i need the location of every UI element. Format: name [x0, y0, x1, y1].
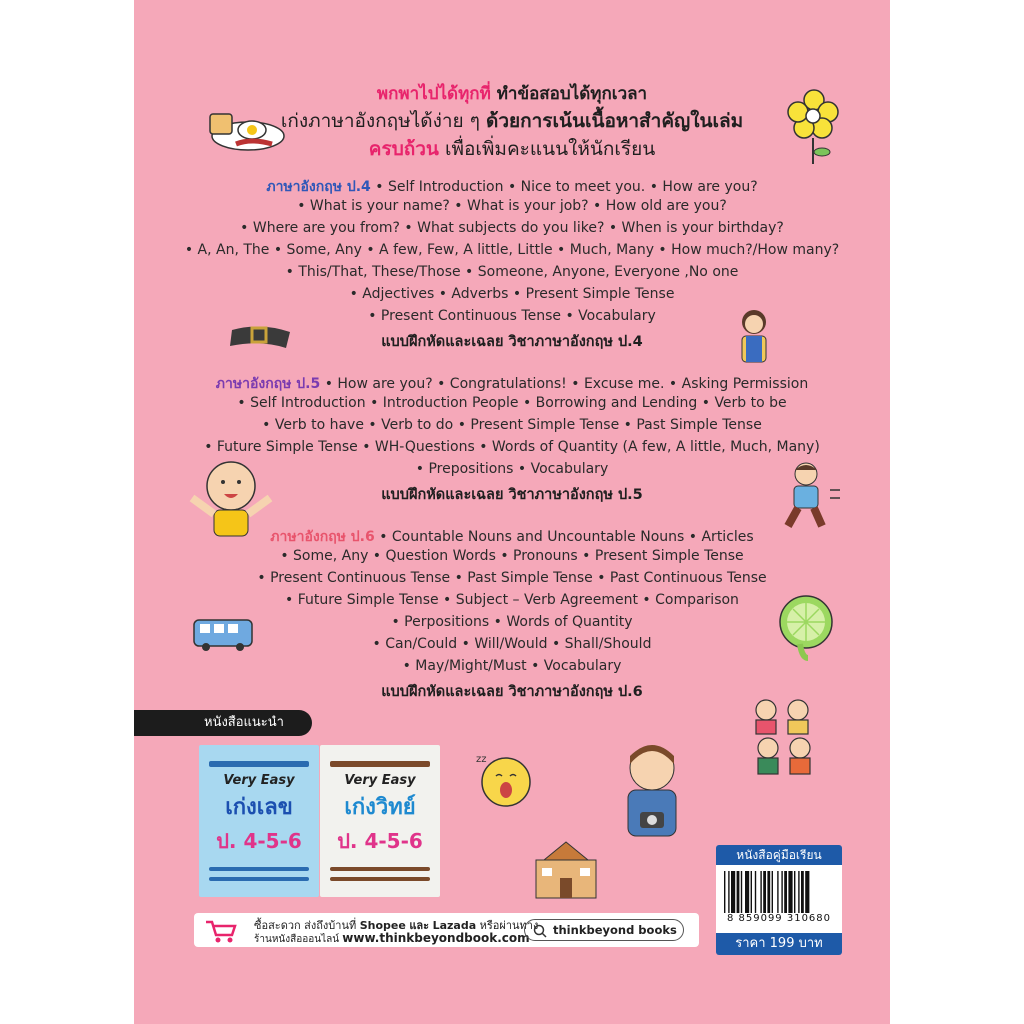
barcode-bars [716, 867, 842, 915]
shopee-label: Shopee [359, 919, 406, 932]
p5-line-2: • Verb to have • Verb to do • Present Simple Tense • Past Simple Tense [262, 417, 762, 433]
barcode-bar [801, 871, 804, 913]
headline-1-text: ทำข้อสอบได้ทุกเวลา [496, 84, 648, 104]
p6-line-1: • Some, Any • Question Words • Pronouns • Present Simple Tense [280, 548, 744, 564]
book-title: เก่งเลข [225, 795, 293, 820]
search-box[interactable] [524, 919, 684, 941]
belt-illustration [226, 318, 296, 358]
barcode-bar [737, 871, 740, 913]
book-very-easy: Very Easy [223, 773, 295, 788]
p6-title: ภาษาอังกฤษ ป.6 [270, 529, 375, 545]
barcode-bar [784, 871, 787, 913]
breakfast-plate-illustration [206, 104, 286, 154]
book-grade: ป. 4-5-6 [216, 829, 302, 853]
barcode-bar [794, 871, 795, 913]
barcode-bar [763, 871, 766, 913]
flower-illustration [784, 86, 844, 166]
p4-line-6: • Present Continuous Tense • Vocabulary [368, 308, 656, 324]
shop-text: ซื้อสะดวก ส่งถึงบ้านที่ [254, 919, 357, 932]
p5-workbook: แบบฝึกหัดและเฉลย วิชาภาษาอังกฤษ ป.5 [381, 487, 643, 503]
p4-title: ภาษาอังกฤษ ป.4 [266, 179, 371, 195]
book-stripe [209, 877, 309, 881]
p6-workbook: แบบฝึกหัดและเฉลย วิชาภาษาอังกฤษ ป.6 [381, 684, 643, 700]
barcode-bar [798, 871, 799, 913]
recommend-tab: หนังสือแนะนำ [134, 710, 312, 736]
barcode-number: 8 859099 310680 [726, 913, 832, 924]
p5-line-0 [134, 373, 890, 395]
barcode-bar [741, 871, 742, 913]
barcode-bar [805, 871, 809, 913]
p4-line-5: • Adjectives • Adverbs • Present Simple Tense [349, 286, 675, 302]
barcode-bar [728, 871, 729, 913]
barcode-bar [755, 871, 756, 913]
p6-text-0: • Countable Nouns and Uncountable Nouns • Articles [379, 529, 754, 545]
recommended-book-science[interactable] [320, 745, 440, 897]
p4-workbook: แบบฝึกหัดและเฉลย วิชาภาษาอังกฤษ ป.4 [381, 334, 643, 350]
book-grade: ป. 4-5-6 [337, 829, 423, 853]
school-building-illustration [534, 838, 598, 900]
price-label: ราคา 199 บาท [716, 933, 842, 955]
barcode-bar [751, 871, 752, 913]
p5-text-0: • How are you? • Congratulations! • Excuse me. • Asking Permission [324, 376, 809, 392]
barcode-header: หนังสือคู่มือเรียน [716, 845, 842, 865]
traveler-camera-illustration [612, 738, 692, 838]
shop-text-2: หรือผ่านทาง [479, 919, 539, 932]
and-label: และ [409, 919, 430, 932]
shop-line-2 [254, 931, 530, 947]
barcode-bar [760, 871, 761, 913]
running-boy-illustration [774, 460, 844, 532]
lime-illustration [774, 592, 838, 662]
headline-1 [134, 80, 890, 107]
book-stripe [209, 867, 309, 871]
p4-line-2: • Where are you from? • What subjects do you like? • When is your birthday? [240, 220, 784, 236]
shop-banner [194, 913, 699, 947]
book-stripe [330, 867, 430, 871]
yawning-emoji-illustration [474, 748, 538, 812]
shop-online-label: ร้านหนังสือออนไลน์ [254, 934, 340, 945]
book-title: เก่งวิทย์ [344, 795, 416, 820]
p4-line-3: • A, An, The • Some, Any • A few, Few, A little, Little • Much, Many • How much?/How many? [184, 242, 840, 258]
p6-line-3: • Future Simple Tense • Subject – Verb Agreement • Comparison [285, 592, 739, 608]
headline-1-accent: พกพาไปได้ทุกที่ [376, 84, 491, 104]
barcode-panel [716, 845, 842, 955]
bus-illustration [192, 618, 256, 652]
book-banner [330, 761, 430, 767]
barcode-bar [772, 871, 773, 913]
search-icon [533, 924, 547, 938]
p6-line-4: • Perpositions • Words of Quantity [391, 614, 633, 630]
headline-2-text: เก่งภาษาอังกฤษได้ง่าย ๆ [280, 110, 480, 132]
headline-3-accent: ครบถ้วน [368, 138, 439, 160]
barcode-bar [767, 871, 770, 913]
lazada-label: Lazada [432, 919, 477, 932]
search-label: thinkbeyond books [553, 923, 677, 937]
back-cover [134, 0, 890, 1024]
headline-3-text: เพื่อเพิ่มคะแนนให้นักเรียน [444, 138, 656, 160]
book-banner [209, 761, 309, 767]
p5-title: ภาษาอังกฤษ ป.5 [215, 376, 321, 392]
barcode-bar [724, 871, 725, 913]
p6-line-6: • May/Might/Must • Vocabulary [402, 658, 622, 674]
p4-line-0 [134, 176, 890, 198]
p4-line-4: • This/That, These/Those • Someone, Anyone, Everyone ,No one [285, 264, 739, 280]
book-stripe [330, 877, 430, 881]
shopping-cart-icon [204, 919, 238, 943]
p6-line-5: • Can/Could • Will/Would • Shall/Should [372, 636, 652, 652]
barcode-bar [781, 871, 782, 913]
barcode-bar [777, 871, 778, 913]
p5-line-3: • Future Simple Tense • WH-Questions • Words of Quantity (A few, A little, Much, Many) [204, 439, 820, 455]
p4-text-0: • Self Introduction • Nice to meet you. • How are you? [375, 179, 758, 195]
girl-illustration [732, 306, 776, 364]
p5-line-4: • Prepositions • Vocabulary [415, 461, 609, 477]
book-very-easy: Very Easy [344, 773, 416, 788]
headline-2-bold: ด้วยการเน้นเนื้อหาสำคัญในเล่ม [485, 110, 744, 132]
barcode-bar [745, 871, 749, 913]
p5-line-1: • Self Introduction • Introduction People • Borrowing and Lending • Verb to be [237, 395, 787, 411]
p6-line-2: • Present Continuous Tense • Past Simple Tense • Past Continuous Tense [257, 570, 767, 586]
recommended-book-math[interactable] [199, 745, 319, 897]
kids-group-illustration [738, 690, 832, 780]
barcode-bar [788, 871, 792, 913]
p4-line-1: • What is your name? • What is your job? • How old are you? [297, 198, 727, 214]
shop-url[interactable]: www.thinkbeyondbook.com [342, 931, 530, 945]
baby-illustration [186, 458, 276, 538]
barcode-bar [731, 871, 735, 913]
svg-text:zz: zz [476, 754, 487, 765]
